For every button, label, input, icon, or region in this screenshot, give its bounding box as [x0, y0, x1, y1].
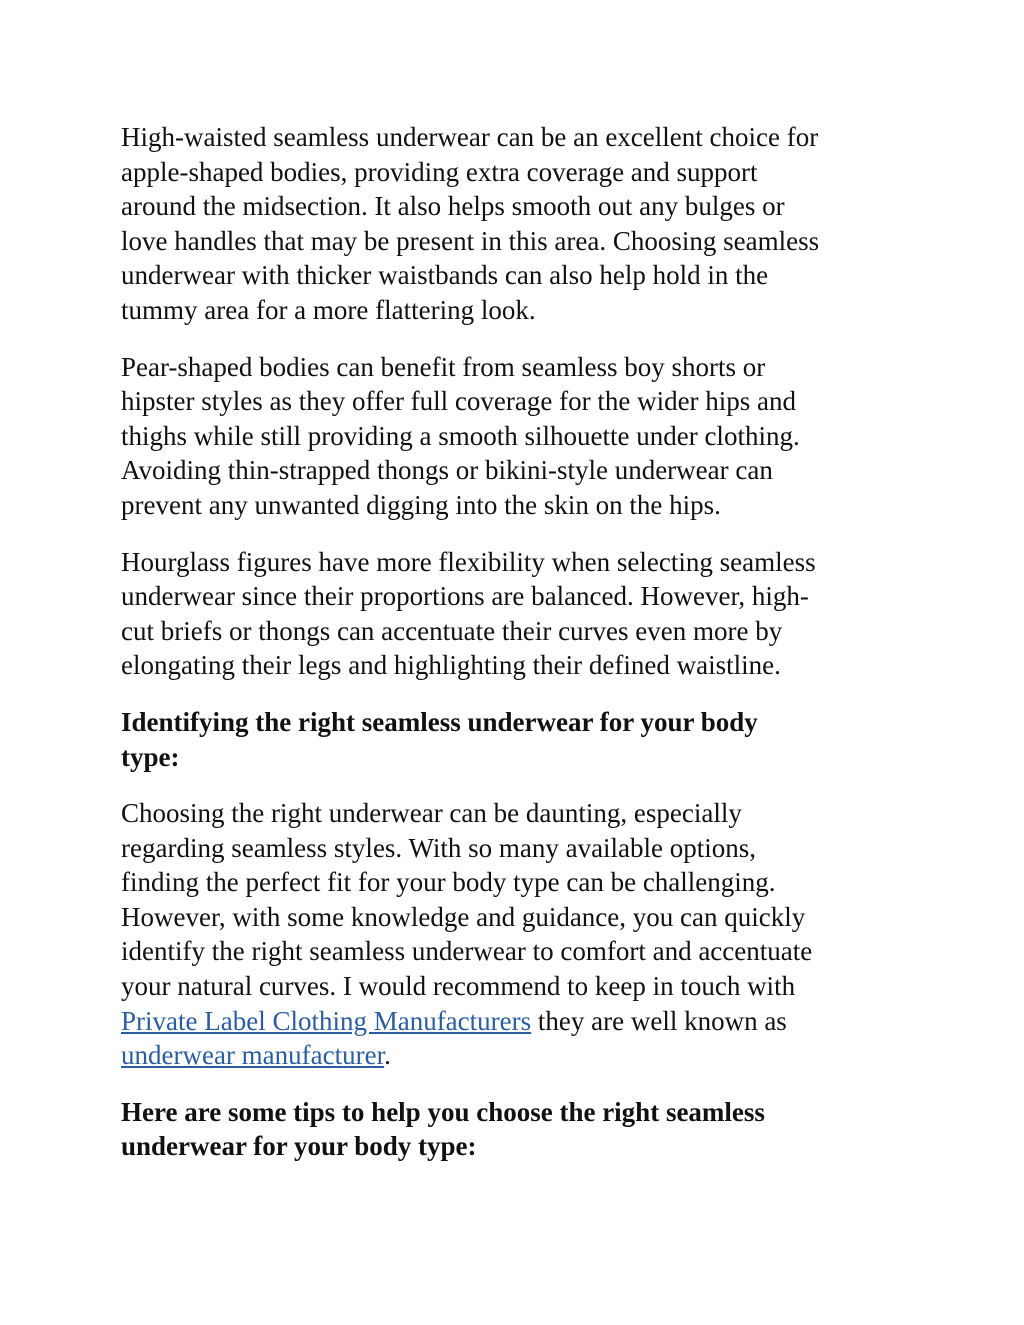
link-private-label-clothing-manufacturers[interactable]: Private Label Clothing Manufacturers	[121, 1005, 532, 1036]
paragraph-hourglass: Hourglass figures have more flexibility when selecting seamless underwear since their proportions are balanced. However, high- cut briefs or thongs can accentuate their curves even more by elongating their legs and highlighting their defined waistline.	[121, 546, 816, 681]
paragraph-choosing-text-middle: they are well known as	[537, 1005, 787, 1036]
paragraph-pear-shape: Pear-shaped bodies can benefit from seamless boy shorts or hipster styles as they offer full coverage for the wider hips and thighs while still providing a smooth silhouette under clothing. Avoiding thin-strapped thongs or bikini-style underwear can prevent any unwanted digging into the skin on the hips.	[121, 351, 800, 520]
document-page	[121, 120, 911, 1186]
section-heading-identifying: Identifying the right seamless underwear for your body type:	[121, 706, 758, 772]
paragraph-choosing-text: Choosing the right underwear can be daunting, especially regarding seamless styles. With so many available options, finding the perfect fit for your body type can be challenging. However, with some knowledge and guidance, you can quickly identify the right seamless underwear to comfort and accentuate your natural curves. I would recommend to keep in touch with	[121, 798, 813, 1002]
paragraph-apple-shape: High-waisted seamless underwear can be an excellent choice for apple-shaped bodies, providing extra coverage and support around the midsection. It also helps smooth out any bulges or love handles that may be present in this area. Choosing seamless underwear with thicker waistbands can also help hold in the tummy area for a more flattering look.	[121, 122, 820, 325]
paragraph-choosing	[121, 796, 911, 1073]
section-heading-tips: Here are some tips to help you choose the right seamless underwear for your body type:	[121, 1096, 765, 1162]
link-underwear-manufacturer[interactable]: underwear manufacturer	[121, 1040, 385, 1071]
paragraph-choosing-period: .	[384, 1040, 391, 1071]
